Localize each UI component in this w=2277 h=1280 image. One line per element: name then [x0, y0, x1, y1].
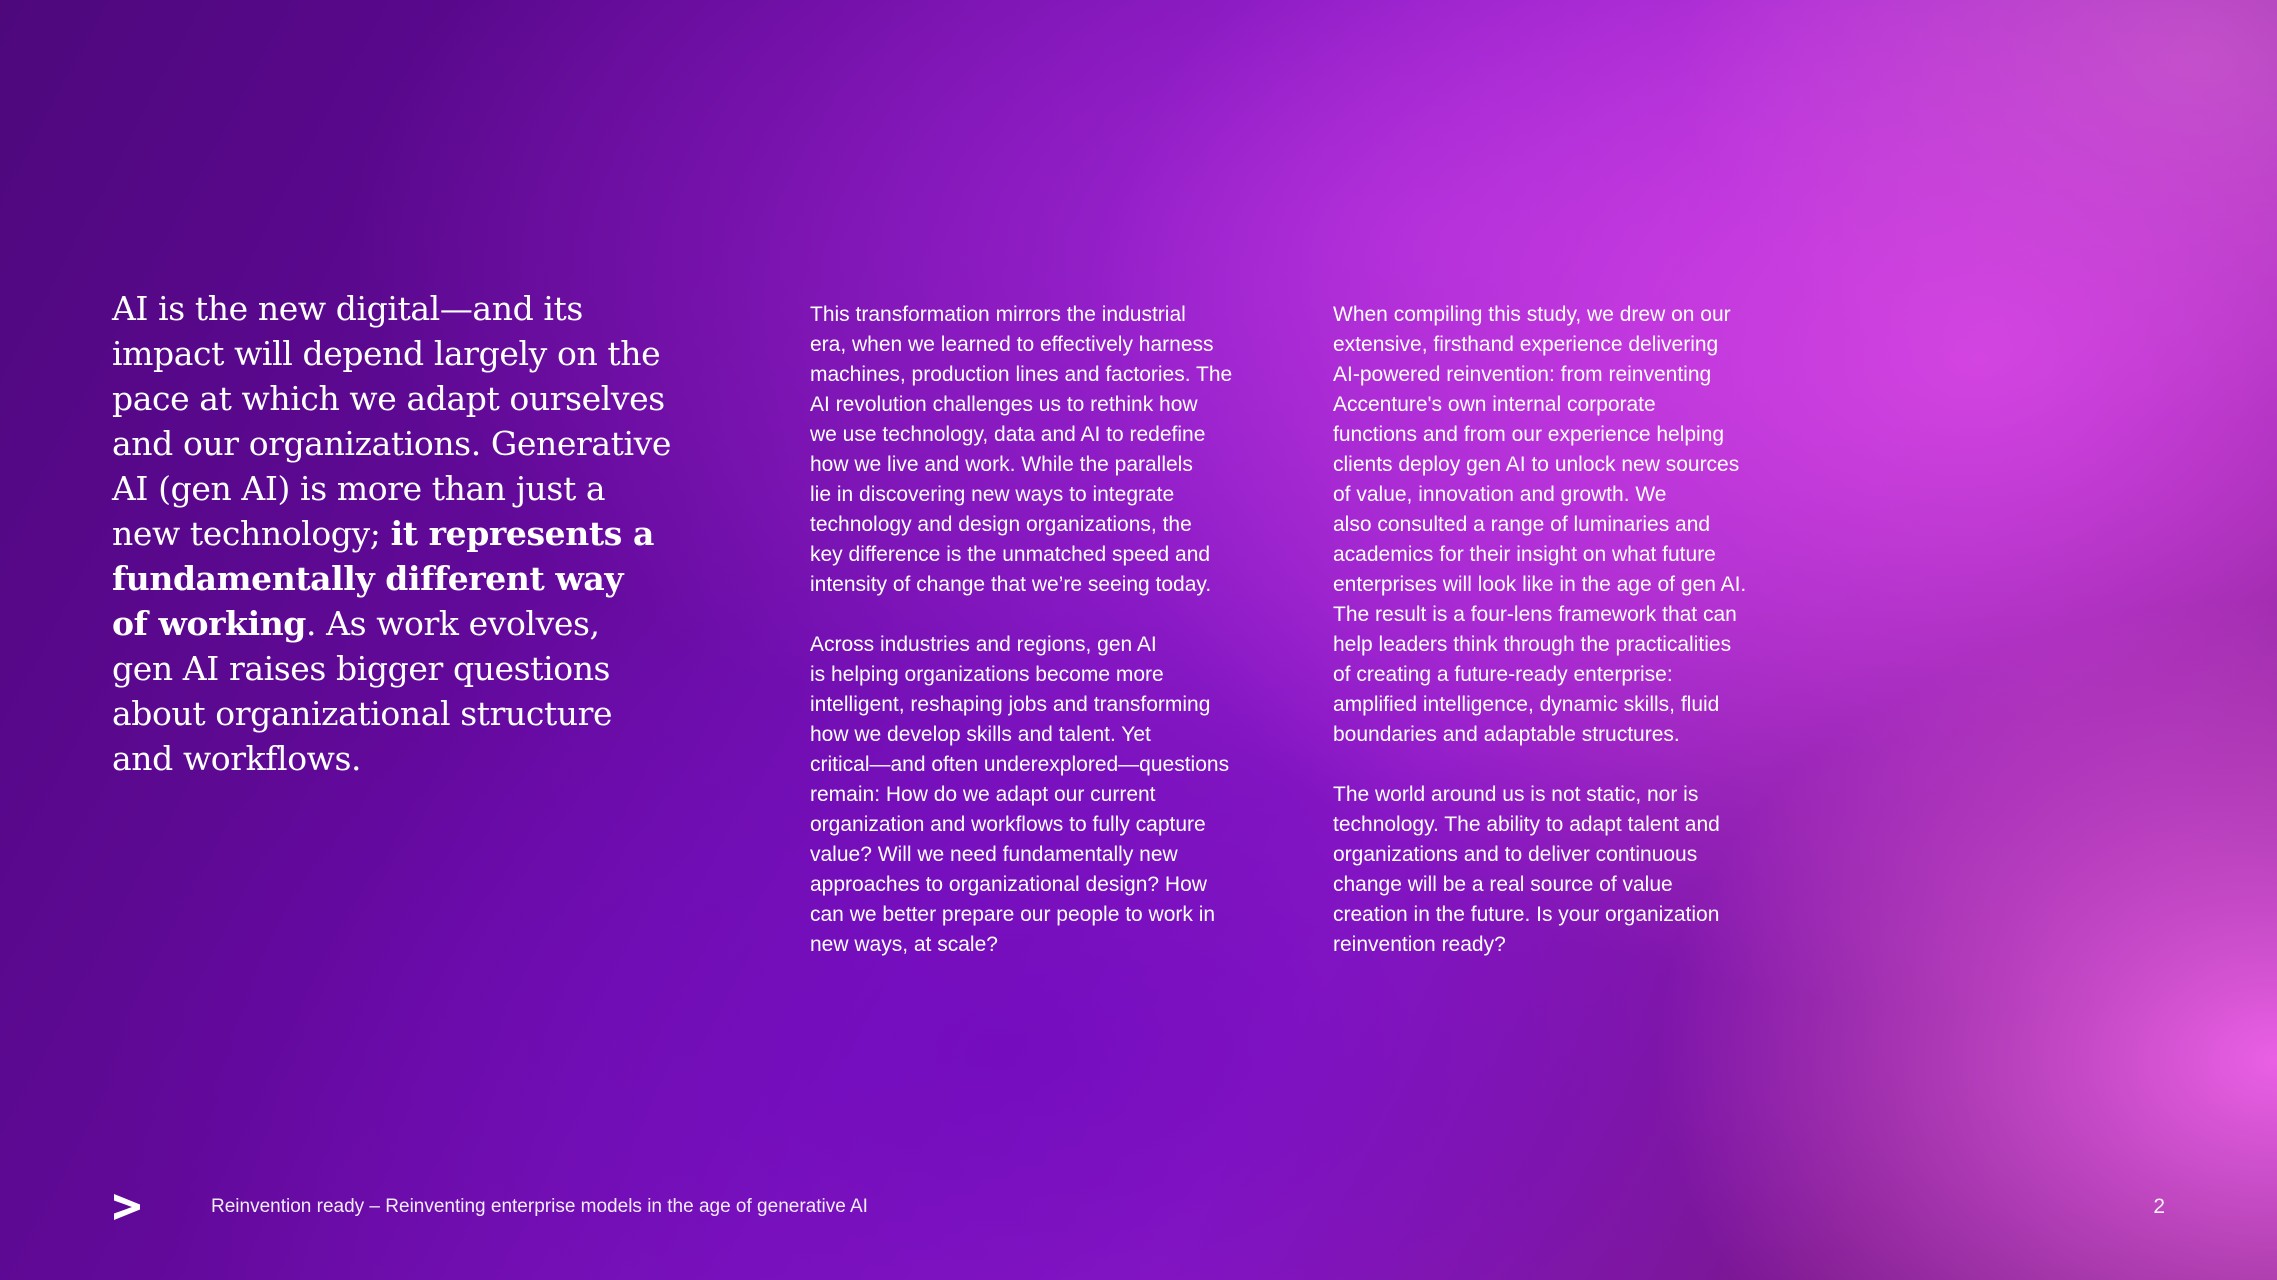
- body-line: help leaders think through the practicalities: [1333, 633, 1732, 656]
- body-line: change will be a real source of value: [1333, 873, 1673, 896]
- column-1-paragraph-2: [810, 630, 1300, 960]
- intro-line: AI (gen AI) is more than just a: [112, 469, 606, 508]
- intro-line: [112, 511, 672, 556]
- body-line: technology and design organizations, the: [810, 513, 1192, 536]
- intro-line: [112, 601, 672, 646]
- body-line: how we develop skills and talent. Yet: [810, 723, 1151, 746]
- body-line: era, when we learned to effectively harness: [810, 333, 1214, 356]
- body-line: AI-powered reinvention: from reinventing: [1333, 363, 1712, 386]
- body-line: amplified intelligence, dynamic skills, fluid: [1333, 693, 1720, 716]
- column-2-paragraph-2: [1333, 780, 1833, 960]
- body-column-1: [810, 300, 1300, 990]
- body-line: reinvention ready?: [1333, 933, 1506, 956]
- body-line: The result is a four-lens framework that can: [1333, 603, 1737, 626]
- body-line: Across industries and regions, gen AI: [810, 633, 1157, 656]
- column-2-paragraph-1: [1333, 300, 1833, 750]
- body-line: new ways, at scale?: [810, 933, 998, 956]
- body-line: critical—and often underexplored—questions: [810, 753, 1230, 776]
- intro-text: . As work evolves,: [305, 604, 600, 643]
- intro-line: pace at which we adapt ourselves: [112, 379, 665, 418]
- body-line: of creating a future-ready enterprise:: [1333, 663, 1673, 686]
- body-line: functions and from our experience helping: [1333, 423, 1725, 446]
- body-column-2: [1333, 300, 1833, 990]
- intro-text: new technology;: [112, 514, 391, 553]
- body-line: clients deploy gen AI to unlock new sources: [1333, 453, 1740, 476]
- body-line: remain: How do we adapt our current: [810, 783, 1156, 806]
- page-number: 2: [2153, 1195, 2165, 1218]
- body-line: can we better prepare our people to work in: [810, 903, 1216, 926]
- body-line: AI revolution challenges us to rethink how: [810, 393, 1198, 416]
- body-line: creation in the future. Is your organization: [1333, 903, 1720, 926]
- body-line: how we live and work. While the parallels: [810, 453, 1193, 476]
- body-line: The world around us is not static, nor is: [1333, 783, 1699, 806]
- body-line: extensive, firsthand experience delivering: [1333, 333, 1719, 356]
- intro-line: gen AI raises bigger questions: [112, 649, 611, 688]
- intro-statement: [112, 286, 672, 781]
- body-line: This transformation mirrors the industrial: [810, 303, 1186, 326]
- body-line: of value, innovation and growth. We: [1333, 483, 1667, 506]
- intro-emphasis: it represents a: [390, 514, 654, 553]
- intro-emphasis: fundamentally different way: [112, 559, 624, 598]
- column-1-paragraph-1: [810, 300, 1300, 600]
- body-line: key difference is the unmatched speed and: [810, 543, 1211, 566]
- body-line: we use technology, data and AI to redefine: [810, 423, 1206, 446]
- body-line: technology. The ability to adapt talent and: [1333, 813, 1720, 836]
- intro-line: [112, 556, 672, 601]
- body-line: intensity of change that we’re seeing today.: [810, 573, 1212, 596]
- intro-line: AI is the new digital—and its: [112, 289, 583, 328]
- body-line: is helping organizations become more: [810, 663, 1164, 686]
- body-line: approaches to organizational design? How: [810, 873, 1207, 896]
- body-line: enterprises will look like in the age of gen AI.: [1333, 573, 1747, 596]
- body-line: machines, production lines and factories. The: [810, 363, 1233, 386]
- body-line: lie in discovering new ways to integrate: [810, 483, 1175, 506]
- body-line: When compiling this study, we drew on our: [1333, 303, 1731, 326]
- intro-line: and our organizations. Generative: [112, 424, 671, 463]
- body-line: boundaries and adaptable structures.: [1333, 723, 1680, 746]
- body-line: intelligent, reshaping jobs and transforming: [810, 693, 1211, 716]
- accenture-chevron-icon: [112, 1192, 142, 1222]
- intro-line: impact will depend largely on the: [112, 334, 661, 373]
- body-line: also consulted a range of luminaries and: [1333, 513, 1711, 536]
- body-line: organizations and to deliver continuous: [1333, 843, 1698, 866]
- intro-line: and workflows.: [112, 739, 362, 778]
- intro-line: about organizational structure: [112, 694, 613, 733]
- body-line: value? Will we need fundamentally new: [810, 843, 1178, 866]
- body-line: Accenture's own internal corporate: [1333, 393, 1656, 416]
- footer-title: Reinvention ready – Reinventing enterprise models in the age of generative AI: [211, 1196, 868, 1217]
- intro-emphasis: of working: [112, 604, 306, 643]
- body-line: academics for their insight on what future: [1333, 543, 1716, 566]
- body-line: organization and workflows to fully capture: [810, 813, 1206, 836]
